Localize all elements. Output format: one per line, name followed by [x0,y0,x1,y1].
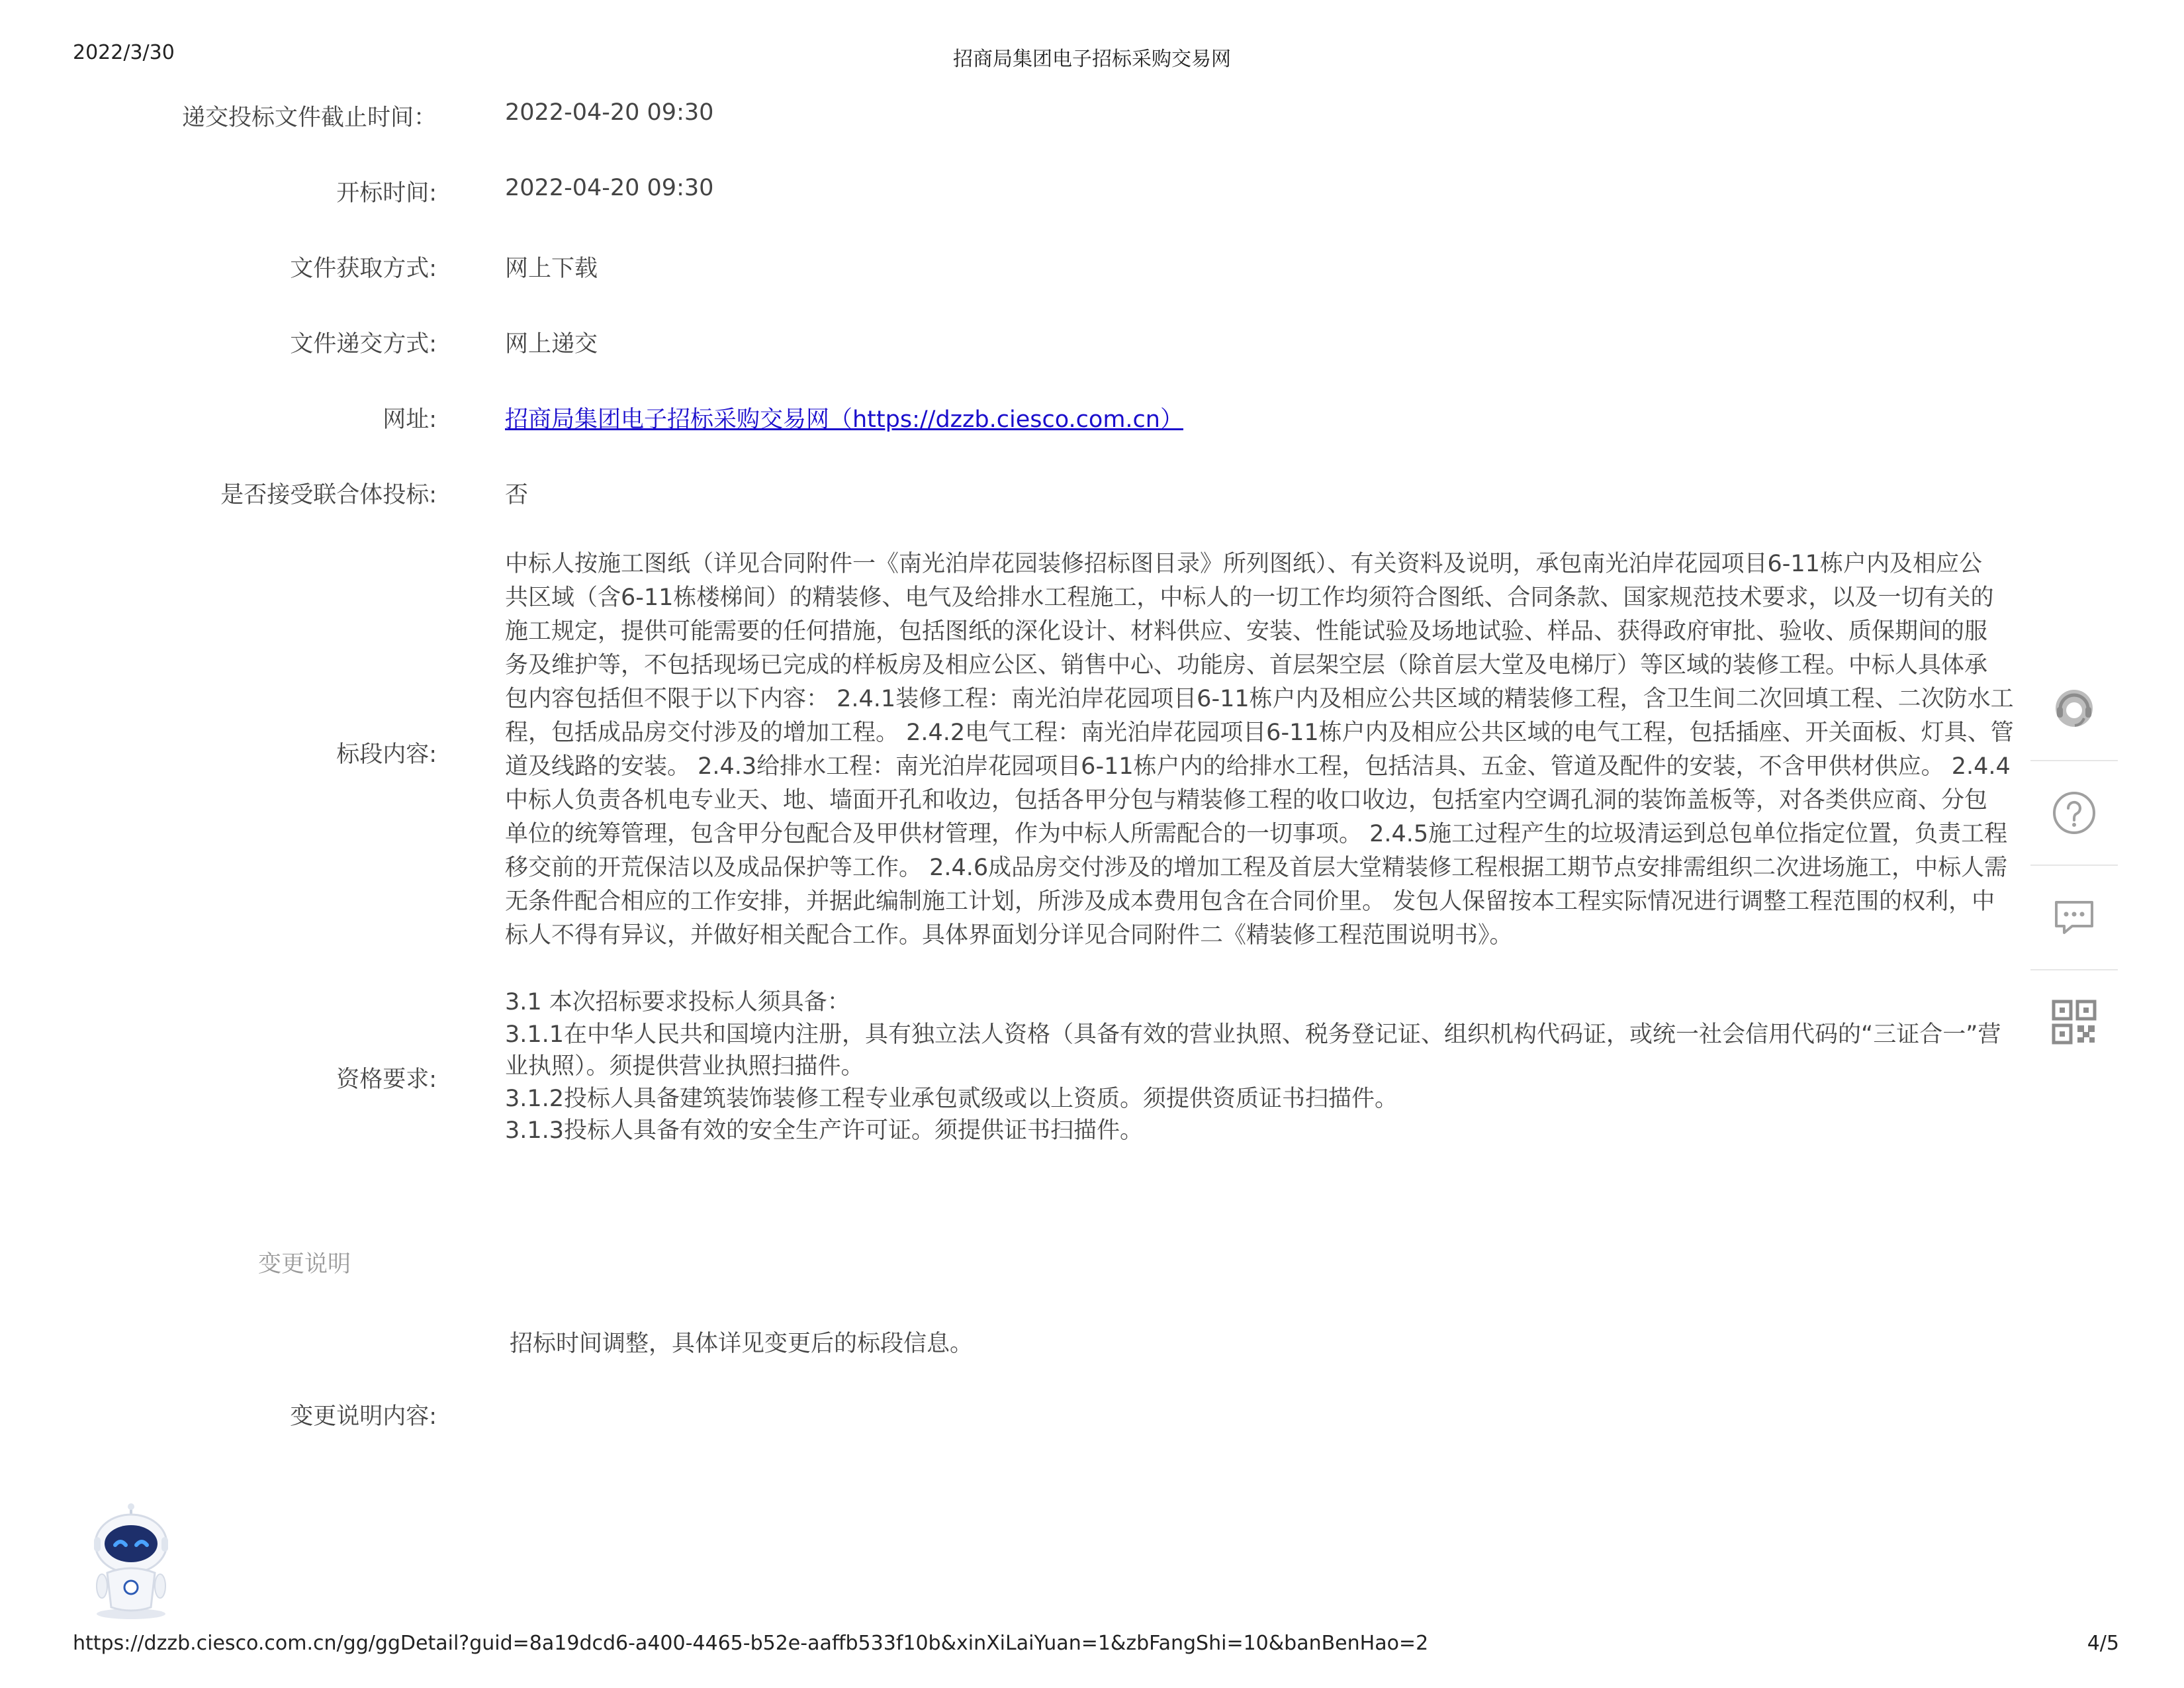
message-chat-icon [2051,894,2097,941]
field-value: 网上递交 [505,331,598,357]
qualification-scroll-box[interactable] [505,986,2030,1160]
scope-line: 道及线路的安装。 2.4.3给排水工程：南光泊岸花园项目6-11栋户内的给排水工程，包括洁具、五金、管道及配件的安装，不含甲供材供应。 2.4.4 [505,753,2011,780]
scope-line: 共区域（含6-11栋楼梯间）的精装修、电气及给排水工程施工，中标人的一切工作均须符合图纸、合同条款、国家规范技术要求，以及一切有关的 [505,585,1994,611]
field-label: 文件递交方式: [290,331,437,357]
qualification-line: 3.1.2投标人具备建筑装饰装修工程专业承包贰级或以上资质。须提供资质证书扫描件。 [505,1085,1398,1112]
scope-line: 单位的统筹管理，包含甲分包配合及甲供材管理，作为中标人所需配合的一切事项。 2.4.5施工过程产生的垃圾清运到总包单位指定位置，负责工程 [505,821,2008,847]
scope-line: 施工规定，提供可能需要的任何措施，包括图纸的深化设计、材料供应、安装、性能试验及场地试验、样品、获得政府审批、验收、质保期间的服 [505,618,1988,645]
message-button[interactable] [2030,865,2118,969]
qualification-line: 3.1 本次招标要求投标人须具备： [505,989,850,1015]
change-text: 招标时间调整，具体详见变更后的标段信息。 [510,1331,974,1357]
help-question-icon [2051,790,2097,836]
field-label: 标段内容: [336,741,437,768]
scope-line: 程，包括成品房交付涉及的增加工程。 2.4.2电气工程：南光泊岸花园项目6-11栋户内及相应公共区域的电气工程，包括插座、开关面板、灯具、管 [505,720,2014,746]
print-date: 2022/3/30 [73,41,175,64]
website-value [505,401,1183,434]
qr-code-button[interactable] [2030,969,2118,1074]
print-page-number: 4/5 [2087,1632,2119,1655]
customer-service-icon [2051,685,2097,731]
help-button[interactable] [2030,760,2118,865]
print-title: 招商局集团电子招标采购交易网 [953,48,1231,71]
scope-line: 中标人按施工图纸（详见合同附件一《南光泊岸花园装修招标图目录》所列图纸）、有关资料及说明，承包南光泊岸花园项目6-11栋户内及相应公 [505,551,1982,577]
qr-code-icon [2051,999,2097,1045]
website-link[interactable]: 招商局集团电子招标采购交易网（https://dzzb.ciesco.com.cn） [505,406,1183,433]
field-label: 变更说明内容: [290,1403,437,1430]
customer-service-button[interactable] [2030,657,2118,760]
field-value: 网上下载 [505,256,598,282]
scope-line: 无条件配合相应的工作安排，并据此编制施工计划，所涉及成本费用包含在合同价里。 发包人保留按本工程实际情况进行调整工程范围的权利，中 [505,888,1995,915]
field-label: 是否接受联合体投标: [220,482,437,508]
field-label: 网址: [383,406,437,433]
field-label: 文件获取方式: [290,256,437,282]
scope-line: 移交前的开荒保洁以及成品保护等工作。 2.4.6成品房交付涉及的增加工程及首层大堂精装修工程根据工期节点安排需组织二次进场施工，中标人需 [505,855,2008,881]
field-value: 2022-04-20 09:30 [505,175,714,201]
scope-line: 务及维护等，不包括现场已完成的样板房及相应公区、销售中心、功能房、首层架空层（除首层大堂及电梯厅）等区域的装修工程。中标人具体承 [505,652,1988,679]
floating-sidebar [2030,657,2118,1074]
scope-line: 标人不得有异议，并做好相关配合工作。具体界面划分详见合同附件二《精装修工程范围说明书》。 [505,922,1513,949]
field-value: 否 [505,482,529,508]
qualification-line: 3.1.3投标人具备有效的安全生产许可证。须提供证书扫描件。 [505,1117,1144,1144]
field-label: 递交投标文件截止时间： [181,105,437,131]
field-label: 开标时间: [336,180,437,207]
scope-line: 中标人负责各机电专业天、地、墙面开孔和收边，包括各甲分包与精装修工程的收口收边，包括室内空调孔洞的装饰盖板等，对各类供应商、分包 [505,787,1988,814]
scope-line: 包内容包括但不限于以下内容： 2.4.1装修工程：南光泊岸花园项目6-11栋户内及相应公共区域的精装修工程，含卫生间二次回填工程、二次防水工 [505,686,2014,712]
change-section-title: 变更说明 [258,1251,351,1278]
scope-paragraph [505,547,2030,958]
field-value: 2022-04-20 09:30 [505,99,714,126]
qualification-line: 3.1.1在中华人民共和国境内注册，具有独立法人资格（具备有效的营业执照、税务登记证、组织机构代码证，或统一社会信用代码的“三证合一”营业执照）。须提供营业执照扫描件。 [505,1021,2001,1080]
print-url: https://dzzb.ciesco.com.cn/gg/ggDetail?guid=8a19dcd6-a400-4465-b52e-aaffb533f10b&xinXiLaiYuan=1&zbFangShi=10&banBenHao=2 [73,1632,1429,1655]
field-label: 资格要求: [336,1066,437,1093]
assistant-robot-icon[interactable] [78,1503,184,1622]
